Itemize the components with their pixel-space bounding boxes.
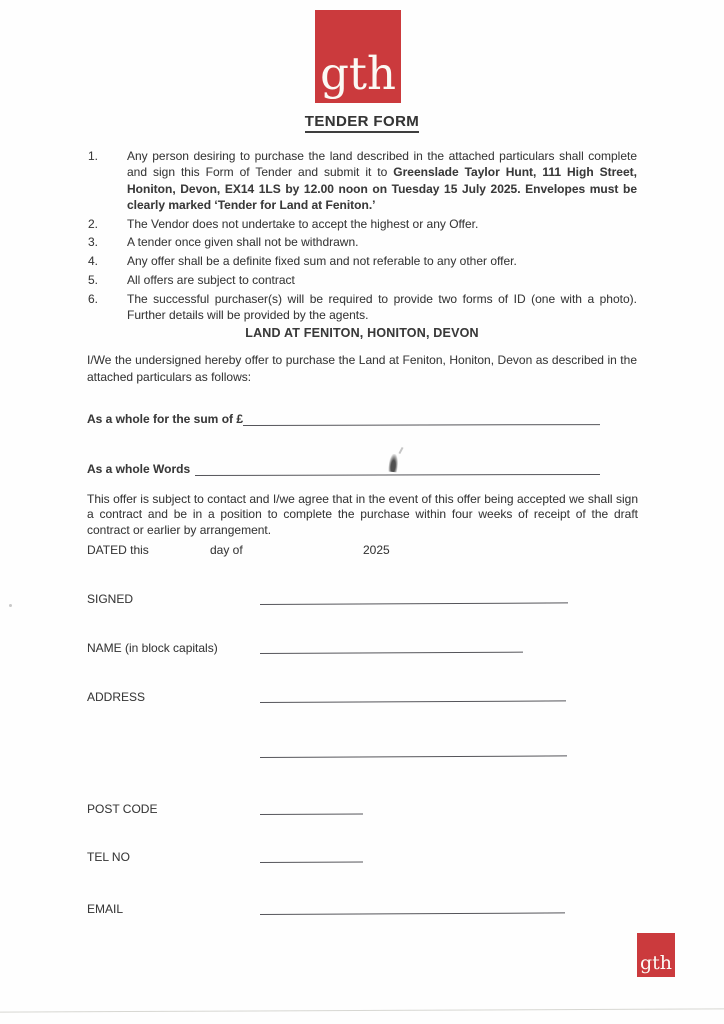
offer-intro-paragraph: I/We the undersigned hereby offer to purchase the Land at Feniton, Honiton, Devon as described in the attached particulars as follows:	[87, 353, 637, 384]
postcode-row	[87, 802, 637, 815]
signed-label: SIGNED	[87, 592, 134, 606]
telno-row	[87, 850, 637, 863]
sum-figures-label: As a whole for the sum of £	[87, 412, 244, 426]
scan-page-edge-line	[0, 1008, 724, 1012]
note-text: All offers are subject to contract	[127, 273, 295, 288]
telno-line	[260, 860, 363, 863]
note-number: 1.	[88, 149, 99, 163]
note-text	[127, 148, 637, 213]
sum-figures-row	[87, 411, 600, 426]
note-number: 5.	[88, 273, 99, 288]
sum-words-label: As a whole Words	[87, 462, 191, 476]
email-line	[260, 911, 565, 915]
title-wrap	[0, 113, 724, 133]
address-label: ADDRESS	[87, 690, 146, 704]
telno-label: TEL NO	[87, 850, 130, 864]
gth-logo-small-text: gth	[639, 952, 673, 974]
sum-figures-line	[243, 409, 600, 426]
note-item-2	[88, 216, 637, 232]
note-text-bold: Greenslade Taylor Hunt, 111 High Street, Honiton, Devon, EX14 1LS by 12.00 noon on Tuesday 15 July 2025. Envelopes must be clearly marked ‘Tender for Land at Feniton.’	[127, 165, 637, 212]
name-line	[260, 651, 523, 654]
address-continuation-row	[87, 745, 637, 758]
note-item-5	[88, 272, 637, 288]
note-item-6	[88, 291, 637, 324]
name-row	[87, 641, 637, 654]
postcode-label: POST CODE	[87, 802, 158, 816]
note-text: Any offer shall be a definite fixed sum and not referable to any other offer.	[127, 254, 517, 269]
signed-row	[87, 592, 637, 605]
day-of-label: day of	[210, 543, 243, 557]
year-label: 2025	[363, 543, 390, 557]
address-row	[87, 690, 637, 703]
note-number: 3.	[88, 235, 99, 250]
gth-logo	[315, 10, 401, 103]
note-item-4	[88, 253, 637, 269]
dated-this-label: DATED this	[87, 543, 149, 557]
dated-row	[87, 543, 507, 558]
note-number: 4.	[88, 254, 99, 269]
sum-words-row	[87, 461, 600, 476]
form-title: TENDER FORM	[305, 113, 419, 133]
name-label: NAME (in block capitals)	[87, 641, 218, 655]
scan-artifact-tick	[398, 447, 403, 454]
note-text: The Vendor does not undertake to accept the highest or any Offer.	[127, 216, 479, 231]
postcode-line	[260, 812, 363, 815]
conditions-paragraph: This offer is subject to contact and I/we agree that in the event of this offer being accepted we shall sign a contract and be in a position to complete the purchase within four weeks of receipt of the draft contract or earlier by arrangement.	[87, 492, 638, 537]
scan-artifact-smudge	[388, 454, 399, 473]
address-line-2	[260, 754, 567, 758]
tender-notes	[88, 148, 637, 326]
email-label: EMAIL	[87, 902, 124, 916]
scan-artifact-dot	[9, 604, 12, 607]
address-line-1	[260, 699, 566, 703]
note-text: A tender once given shall not be withdrawn.	[127, 235, 359, 250]
note-item-1	[88, 148, 637, 213]
note-text: The successful purchaser(s) will be required to provide two forms of ID (one with a photo). Further details will be provided by the agents.	[127, 291, 637, 323]
email-row	[87, 902, 637, 915]
gth-logo-text: gth	[320, 47, 396, 100]
note-text-normal: Any person desiring to purchase the land described in the attached particulars shall complete and sign this Form of Tender and submit it to	[127, 149, 637, 180]
gth-logo-small	[637, 933, 675, 977]
property-heading: LAND AT FENITON, HONITON, DEVON	[245, 326, 479, 340]
note-number: 2.	[88, 216, 99, 231]
note-item-3	[88, 234, 637, 250]
note-number: 6.	[88, 291, 99, 306]
signed-line	[260, 601, 568, 605]
